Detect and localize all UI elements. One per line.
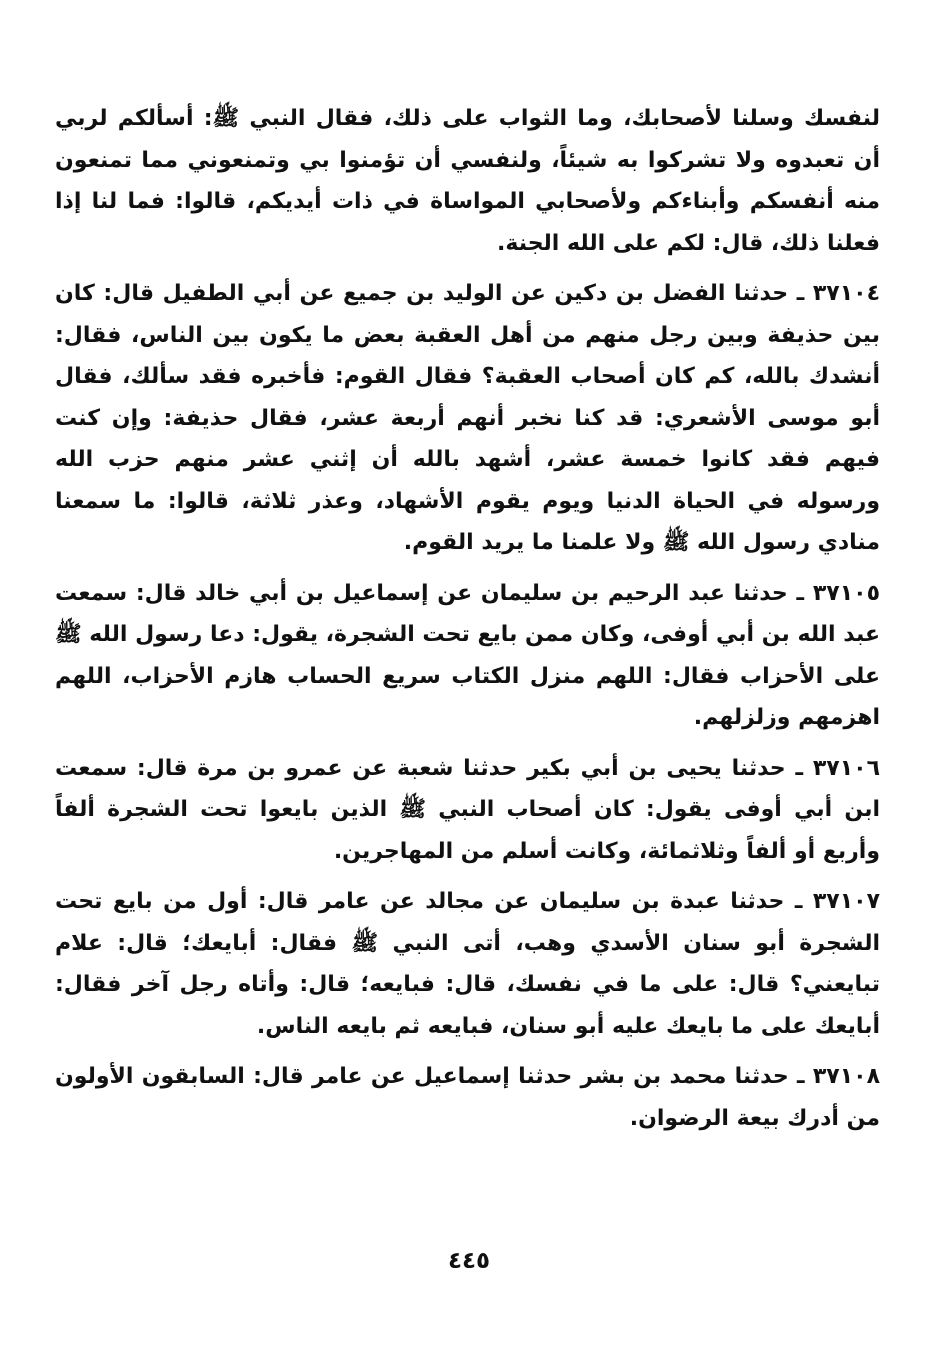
paragraph-text: ـ حدثنا الفضل بن دكين عن الوليد بن جميع عن أبي الطفيل قال: كان بين حذيفة وبين رجل منهم من أهل العقبة بعض ما يكون بين الناس، فقال: أنشدك بالله، كم كان أصحاب العقبة؟ فقال القوم: فأخبره فقد سألك، فقال أبو موسى الأشعري: قد كنا نخبر أنهم أربعة عشر، فقال حذيفة: وإن كنت فيهم فقد كانوا خمسة عشر، أشهد بالله أن إثني عشر منهم حزب الله ورسوله في الحياة الدنيا ويوم يقوم الأشهاد، وعذر ثلاثة، قالوا: ما سمعنا منادي رسول الله ﷺ ولا علمنا ما يريد القوم. [55,281,880,555]
hadith-paragraph [55,881,880,1047]
hadith-number: ٣٧١٠٨ [812,1064,880,1089]
paragraph-continuation [55,98,880,264]
hadith-paragraph [55,273,880,564]
hadith-number: ٣٧١٠٧ [812,889,880,914]
paragraph-text: لنفسك وسلنا لأصحابك، وما الثواب على ذلك، فقال النبي ﷺ: أسألكم لربي أن تعبدوه ولا تشركوا به شيئاً، ولنفسي أن تؤمنوا بي وتمنعوني مما تمنعون منه أنفسكم وأبناءكم ولأصحابي المواساة في ذات أيديكم، قالوا: فما لنا إذا فعلنا ذلك، قال: لكم على الله الجنة. [55,106,880,256]
hadith-number: ٣٧١٠٤ [812,281,880,306]
paragraph-text: ـ حدثنا محمد بن بشر حدثنا إسماعيل عن عامر قال: السابقون الأولون من أدرك بيعة الرضوان. [55,1064,880,1131]
paragraph-text: ـ حدثنا عبدة بن سليمان عن مجالد عن عامر قال: أول من بايع تحت الشجرة أبو سنان الأسدي وهب، أتى النبي ﷺ فقال: أبايعك؛ قال: علام تبايعني؟ قال: على ما في نفسك، قال: فبايعه؛ قال: وأتاه رجل آخر فقال: أبايعك على ما بايعك عليه أبو سنان، فبايعه ثم بايعه الناس. [55,889,880,1039]
paragraph-text: ـ حدثنا يحيى بن أبي بكير حدثنا شعبة عن عمرو بن مرة قال: سمعت ابن أبي أوفى يقول: كان أصحاب النبي ﷺ الذين بايعوا تحت الشجرة ألفاً وأربع أو ألفاً وثلاثمائة، وكانت أسلم من المهاجرين. [55,755,880,864]
hadith-text-block [55,98,880,1148]
hadith-number: ٣٧١٠٥ [812,580,880,606]
page-number: ٤٤٥ [447,1248,491,1274]
hadith-paragraph [55,1056,880,1139]
hadith-number: ٣٧١٠٦ [812,755,880,781]
hadith-paragraph [55,748,880,873]
hadith-paragraph [55,573,880,739]
paragraph-text: ـ حدثنا عبد الرحيم بن سليمان عن إسماعيل بن أبي خالد قال: سمعت عبد الله بن أبي أوفى، وكان ممن بايع تحت الشجرة، يقول: دعا رسول الله ﷺ على الأحزاب فقال: اللهم منزل الكتاب سريع الحساب هازم الأحزاب، اللهم اهزمهم وزلزلهم. [55,580,880,730]
